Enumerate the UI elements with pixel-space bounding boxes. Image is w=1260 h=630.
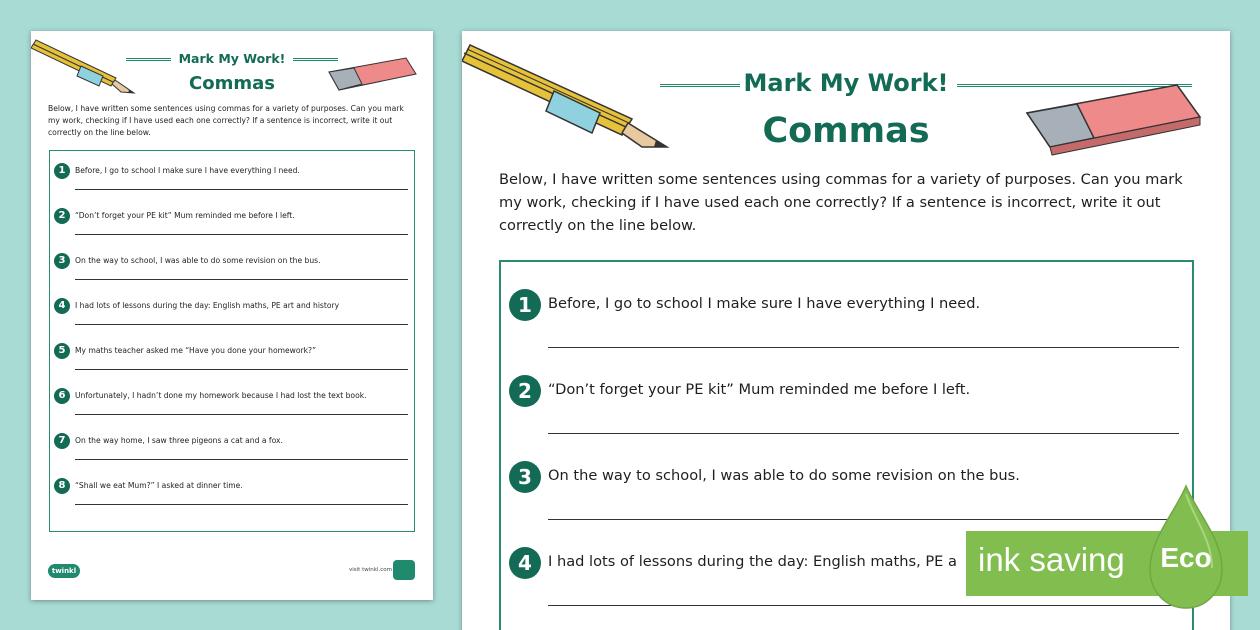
question-4 <box>54 294 404 339</box>
question-number: 1 <box>509 289 541 321</box>
answer-line[interactable] <box>548 347 1179 348</box>
question-number: 6 <box>54 388 70 404</box>
questions-box <box>49 150 415 532</box>
question-8 <box>54 474 404 519</box>
question-text: “Shall we eat Mum?” I asked at dinner time. <box>75 481 243 490</box>
question-number: 5 <box>54 343 70 359</box>
question-text: On the way to school, I was able to do some revision on the bus. <box>75 256 321 265</box>
question-number: 4 <box>509 547 541 579</box>
question-number: 8 <box>54 478 70 494</box>
question-text: My maths teacher asked me “Have you done your homework?” <box>75 346 317 355</box>
question-number: 1 <box>54 163 70 179</box>
instructions: Below, I have written some sentences using commas for a variety of purposes. Can you mark my work, checking if I have used each one correctly? If a sentence is incorrect, write it out correctly on the line below. <box>499 171 1183 234</box>
question-number: 4 <box>54 298 70 314</box>
question-1 <box>54 159 404 204</box>
question-3 <box>54 249 404 294</box>
question-text: I had lots of lessons during the day: English maths, PE art and history <box>75 301 340 310</box>
answer-line[interactable] <box>548 519 1179 520</box>
question-text: “Don’t forget your PE kit” Mum reminded me before I left. <box>548 381 971 398</box>
twinkl-logo: twinkl <box>48 564 80 578</box>
eraser-icon <box>326 56 421 96</box>
footer-url[interactable]: visit twinkl.com <box>349 567 392 573</box>
answer-line[interactable] <box>75 189 408 190</box>
question-2 <box>509 375 1179 461</box>
page-title: Commas <box>762 111 930 151</box>
question-number: 7 <box>54 433 70 449</box>
question-1 <box>509 289 1179 375</box>
answer-line[interactable] <box>75 324 408 325</box>
subtitle: Mark My Work! <box>178 51 286 66</box>
eco-label: Eco <box>1160 542 1212 573</box>
eraser-icon <box>1022 83 1207 158</box>
question-text: Before, I go to school I make sure I have everything I need. <box>75 166 300 175</box>
answer-line[interactable] <box>75 279 408 280</box>
instructions: Below, I have written some sentences using commas for a variety of purposes. Can you mark my work, checking if I have used each one correctly? If a sentence is incorrect, write it out correctly on the line below. <box>48 104 404 137</box>
subtitle: Mark My Work! <box>743 69 949 97</box>
question-6 <box>54 384 404 429</box>
answer-line[interactable] <box>75 414 408 415</box>
page-title: Commas <box>189 73 275 94</box>
question-5 <box>54 339 404 384</box>
question-number: 3 <box>54 253 70 269</box>
answer-line[interactable] <box>75 369 408 370</box>
worksheet-thumbnail[interactable] <box>31 31 433 600</box>
question-text: Before, I go to school I make sure I have everything I need. <box>548 295 981 312</box>
question-number: 2 <box>54 208 70 224</box>
question-text: I had lots of lessons during the day: English maths, PE a <box>548 553 957 570</box>
question-7 <box>54 429 404 474</box>
answer-line[interactable] <box>75 234 408 235</box>
answer-line[interactable] <box>75 504 408 505</box>
answer-line[interactable] <box>75 459 408 460</box>
answer-line[interactable] <box>548 433 1179 434</box>
question-text: On the way home, I saw three pigeons a cat and a fox. <box>75 436 283 445</box>
quality-badge-icon <box>393 560 415 580</box>
question-text: On the way to school, I was able to do some revision on the bus. <box>548 467 1020 484</box>
question-number: 2 <box>509 375 541 407</box>
question-number: 3 <box>509 461 541 493</box>
question-2 <box>54 204 404 249</box>
ink-saving-label: ink saving <box>978 541 1125 578</box>
question-text: Unfortunately, I hadn’t done my homework because I had lost the text book. <box>75 391 367 400</box>
question-text: “Don’t forget your PE kit” Mum reminded me before I left. <box>75 211 295 220</box>
answer-line[interactable] <box>548 605 1179 606</box>
eco-badge <box>1148 484 1224 614</box>
